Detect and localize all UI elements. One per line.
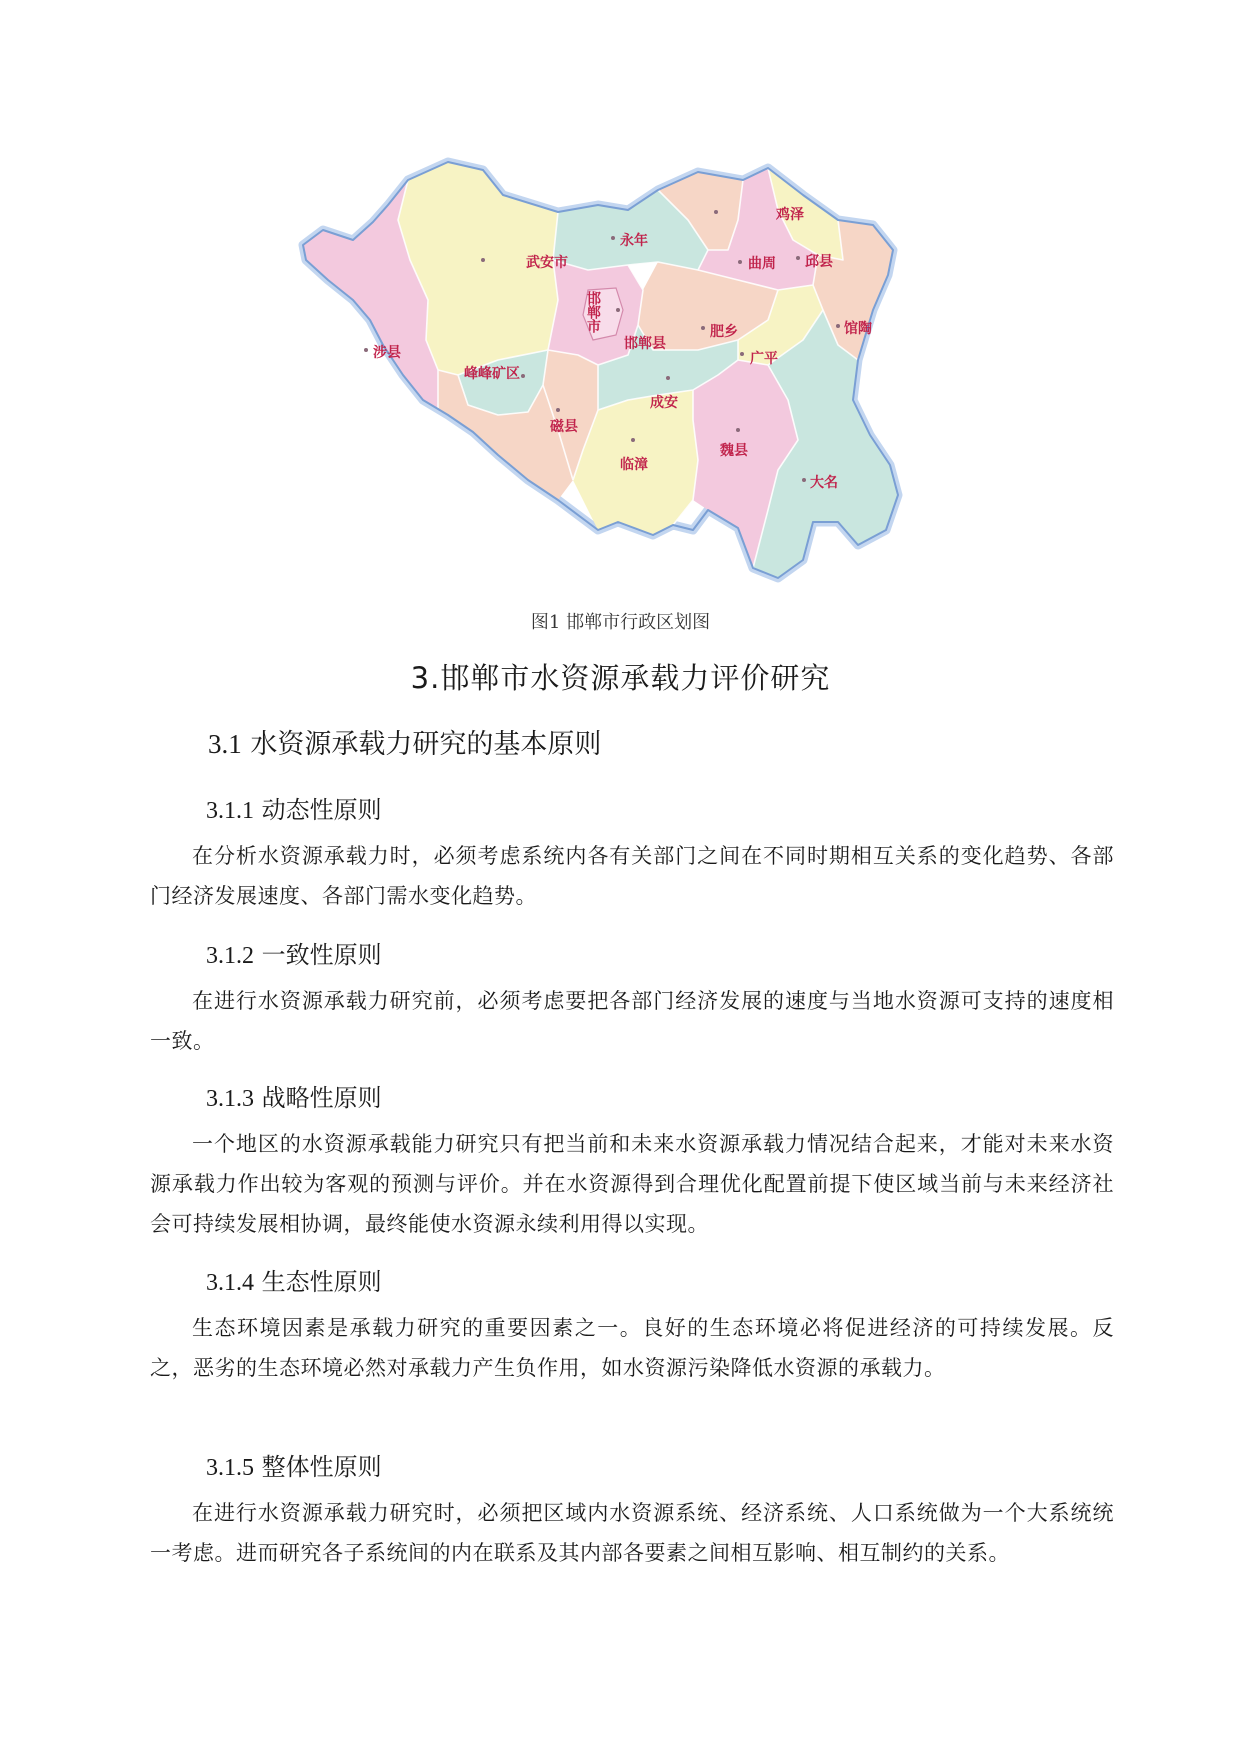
principle-title: 生态性原则 — [254, 1268, 382, 1296]
principle-number: 3.1.2 — [206, 943, 254, 969]
handan-administrative-map — [298, 150, 1006, 600]
label-linzhang: 临漳 — [620, 457, 648, 473]
subsection-heading — [208, 722, 601, 761]
principle-title: 动态性原则 — [254, 796, 382, 824]
label-feixiang: 肥乡 — [710, 324, 738, 340]
label-jize: 鸡泽 — [776, 207, 804, 223]
principle-paragraph: 在分析水资源承载力时，必须考虑系统内各有关部门之间在不同时期相互关系的变化趋势、各部门经济发展速度、各部门需水变化趋势。 — [150, 844, 1114, 908]
label-wuan: 武安市 — [526, 255, 568, 271]
principle-title: 一致性原则 — [254, 941, 382, 969]
label-handan-city: 邯郸市 — [585, 291, 601, 333]
principle-heading — [206, 935, 382, 970]
principle-paragraph: 一个地区的水资源承载能力研究只有把当前和未来水资源承载力情况结合起来，才能对未来水资源承载力作出较为客观的预测与评价。并在水资源得到合理优化配置前提下使区域当前与未来经济社会可持续发展相协调，最终能使水资源永续利用得以实现。 — [150, 1132, 1114, 1236]
subsection-title: 水资源承载力研究的基本原则 — [241, 729, 602, 760]
label-cixian: 磁县 — [550, 419, 578, 435]
section-heading: 3.邯郸市水资源承载力评价研究 — [410, 661, 831, 695]
label-guantao: 馆陶 — [844, 321, 872, 337]
principle-number: 3.1.5 — [206, 1455, 254, 1481]
principle-title: 整体性原则 — [254, 1453, 382, 1481]
principle-heading — [206, 790, 382, 825]
label-handan-county: 邯郸县 — [624, 336, 666, 352]
label-daming: 大名 — [810, 475, 838, 491]
handan-map-figure — [298, 150, 1006, 600]
principle-heading — [206, 1447, 382, 1482]
figure-caption: 图1 邯郸市行政区划图 — [530, 612, 711, 633]
principle-number: 3.1.3 — [206, 1086, 254, 1112]
principle-heading — [206, 1262, 382, 1297]
label-weixian: 魏县 — [720, 443, 748, 459]
label-yongnian: 永年 — [620, 233, 648, 249]
principle-number: 3.1.1 — [206, 798, 254, 824]
principle-title: 战略性原则 — [254, 1084, 382, 1112]
label-guangping: 广平 — [750, 351, 778, 367]
principle-paragraph: 生态环境因素是承载力研究的重要因素之一。良好的生态环境必将促进经济的可持续发展。反之，恶劣的生态环境必然对承载力产生负作用，如水资源污染降低水资源的承载力。 — [150, 1316, 1114, 1380]
principle-heading — [206, 1078, 382, 1113]
label-shexian: 涉县 — [373, 345, 401, 361]
subsection-number: 3.1 — [208, 729, 242, 759]
label-chengan: 成安 — [650, 395, 678, 411]
principle-number: 3.1.4 — [206, 1270, 254, 1296]
label-fengfeng: 峰峰矿区 — [464, 366, 520, 382]
label-qiuxian: 邱县 — [805, 254, 833, 270]
principle-paragraph: 在进行水资源承载力研究时，必须把区域内水资源系统、经济系统、人口系统做为一个大系统统一考虑。进而研究各子系统间的内在联系及其内部各要素之间相互影响、相互制约的关系。 — [150, 1501, 1114, 1565]
label-quzhou: 曲周 — [748, 256, 776, 272]
principle-paragraph: 在进行水资源承载力研究前，必须考虑要把各部门经济发展的速度与当地水资源可支持的速度相一致。 — [150, 989, 1114, 1053]
